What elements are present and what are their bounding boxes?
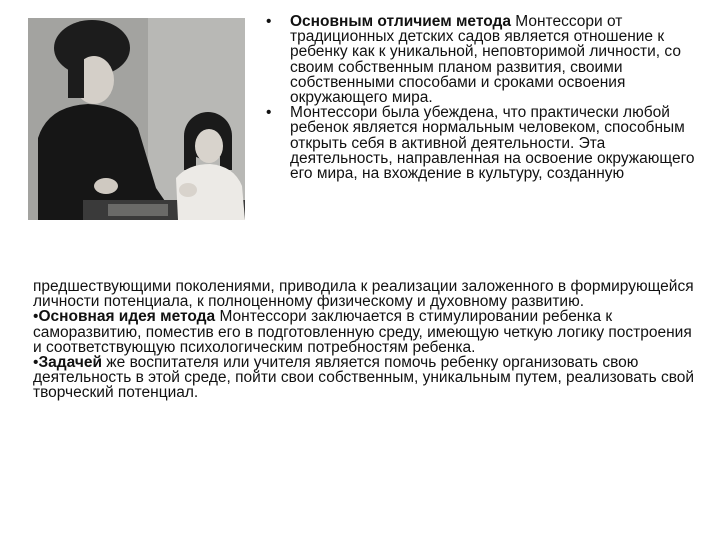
bullet-item-3 — [33, 309, 703, 355]
bullet-3-bold: Основная идея метода — [38, 308, 216, 326]
bullet-3-text: Монтессори заключается в стимулировании ребенка к саморазвитию, поместив его в подготовленную среду, имеющую четкую логику построения и соответствующую психологическим потребностям ребенка. — [33, 308, 692, 356]
continuation-paragraph: предшествующими поколениями, приводила к реализации заложенного в формирующейся личности потенциала, к полноценному физическому и духовному развитию. — [33, 278, 694, 311]
bullet-1-text: Монтессори от традиционных детских садов является отношение к ребенку как к уникальной, неповторимой личности, со своим собственным планом развития, своими собственными способами и сроками освоения окружающего мира. — [290, 13, 681, 107]
montessori-photo — [28, 18, 245, 220]
photo-illustration — [28, 18, 245, 220]
bullet-2-text: Монтессори была убеждена, что практически любой ребенок является нормальным человеком, способным открыть себя в активной деятельности. Эта деятельность, направленная на освоение окружающего его мира, на вхождение в культуру, созданную — [290, 104, 695, 183]
lower-text-block — [33, 279, 703, 401]
bullet-item-2 — [258, 105, 708, 181]
bullet-1-bold: Основным отличием метода — [290, 13, 511, 30]
bullet-mark: • — [266, 13, 272, 30]
bullet-4-bold: Задачей — [38, 354, 102, 372]
bullet-4-text: же воспитателя или учителя является помочь ребенку организовать свою деятельность в этой среде, пойти свои собственным, уникальным путем, реализовать свой творческий потенциал. — [33, 354, 695, 402]
bullet-3-mark: • — [33, 308, 39, 326]
top-bullet-list — [258, 14, 708, 181]
bullet-item-4 — [33, 355, 703, 401]
bullet-4-mark: • — [33, 354, 39, 372]
bullet-item-1 — [258, 14, 708, 105]
bullet-mark: • — [266, 104, 272, 122]
